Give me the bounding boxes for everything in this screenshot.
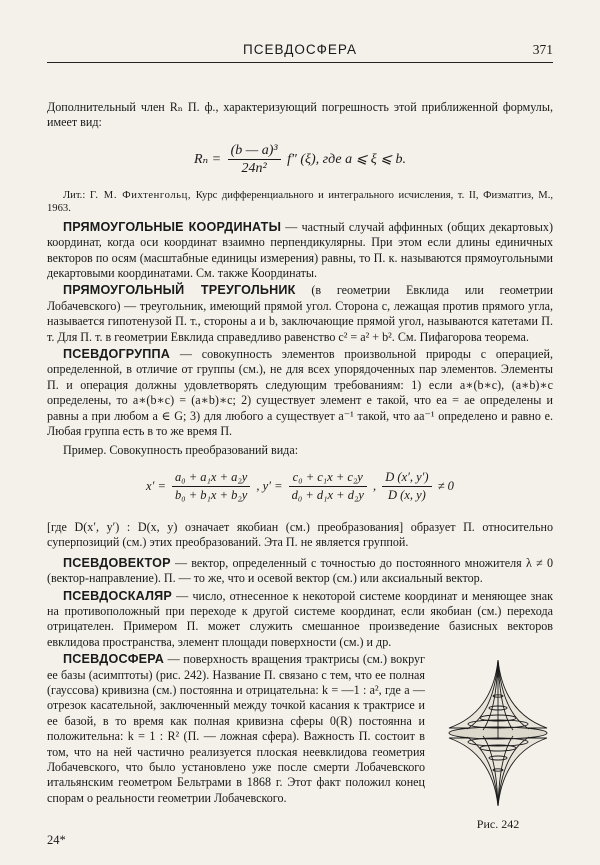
- formula-jacobian-denominator: D (x, y): [388, 488, 426, 503]
- entry-term: ПСЕВДОСКАЛЯР: [63, 588, 172, 603]
- entry-pseudoscalar: [47, 589, 553, 651]
- entry-rect-coords: [47, 220, 553, 282]
- transformation-formula: [47, 466, 553, 512]
- literature-label: Лит.:: [63, 189, 86, 201]
- entry-term: ПРЯМОУГОЛЬНЫЕ КООРДИНАТЫ: [63, 219, 282, 234]
- entry-right-triangle: [47, 283, 553, 345]
- formula-lhs: Rₙ =: [193, 151, 222, 167]
- formula-y-fraction: [289, 470, 367, 504]
- entry-term: ПРЯМОУГОЛЬНЫЙ ТРЕУГОЛЬНИК: [63, 283, 296, 298]
- figure-242: [443, 658, 553, 832]
- formula-fraction: [228, 143, 281, 177]
- entry-term: ПСЕВДОСФЕРА: [63, 652, 165, 667]
- figure-caption: Рис. 242: [476, 816, 520, 831]
- entry-term: ПСЕВДОГРУППА: [63, 347, 171, 362]
- literature-author: Г. М. Фихтенгольц,: [89, 189, 192, 201]
- formula-x-lhs: x′ =: [146, 478, 166, 493]
- formula-numerator: (b — a)³: [228, 143, 281, 160]
- entry-text: — вектор, определенный с точностью до постоянного множителя λ ≠ 0 (вектор-направление). П. — то же, что и осевой вектор (см.) или аксиальный вектор.: [47, 555, 553, 586]
- formula-not-equal: ≠ 0: [437, 478, 454, 493]
- formula-y-numerator: c₀ + c₁x + c₂y: [289, 470, 367, 487]
- header-title: ПСЕВДОСФЕРА: [243, 42, 357, 57]
- literature-text: Курс дифференциального и интегрального исчисления, т. II, Физматгиз, М., 1963.: [47, 189, 553, 214]
- signature-mark: 24*: [47, 833, 66, 847]
- entry-text: — поверхность вращения трактрисы (см.) вокруг ее базы (асимптоты) (рис. 242). Название П. связано с тем, что ее полная (гауссова) кривизна (см.) постоянна и отрицательна: k = —1 : a², где a — отрезок касательной, заключенный между точкой касания к трактрисе и ее базой, в то время как полная кривизна сферы 0(R) постоянна и положительна: k = 1 : R² (П. — ложная сфера). Важность П. состоит в том, что на ней частично реализуется плоская неевклидова геометрия Лобачевского, что было установлено уже после смерти Лобачевского итальянским геометром Бельтрами в 1868 г. Этот факт положил конец спорам о реальности геометрии Лобачевского.: [47, 652, 425, 805]
- formula-x-numerator: a₀ + a₁x + a₂y: [172, 470, 250, 487]
- remainder-formula: [47, 137, 553, 181]
- page-number: 371: [532, 42, 553, 57]
- running-header: [47, 40, 553, 63]
- formula-separator: ,: [373, 478, 380, 493]
- entry-text: — совокупность элементов произвольной природы с операцией, определенной, в отличие от группы (см.), не для всех упорядоченных пар элементов. Элементы П. и операция должны удовлетворять следующим требованиям: 1) если a∗(b∗c), (a∗b)∗c определены, то a∗(b∗c) = (a∗b)∗c; 2) существует элемент e такой, что ea = ae определены и равны a при любом a ∈ G; 3) для любого a существует a⁻¹ такой, что aa⁻¹ определено и равно e. Любая группа есть в то же время П.: [47, 347, 553, 439]
- entry-term: ПСЕВДОВЕКТОР: [63, 555, 171, 570]
- page-body: [47, 100, 553, 831]
- formula-jacobian-numerator: D (x′, y′): [382, 470, 431, 487]
- intro-paragraph: Дополнительный член Rₙ П. ф., характеризующий погрешность этой приближенной формулы, имеет вид:: [47, 100, 553, 130]
- formula-x-fraction: [172, 470, 250, 504]
- entry-text: — число, отнесенное к некоторой системе координат и меняющее знак на противоположный при переходе к другой системе координат, если якобиан (см.) перехода отрицателен. Примером П. может служить смешанное произведение базисных векторов евклидова пространства, элемент площади поверхности (см.) и др.: [47, 588, 553, 649]
- formula-rhs: f″ (ξ), где a ⩽ ξ ⩽ b.: [287, 151, 407, 167]
- entry-text: — частный случай аффинных (общих декартовых) координат, когда оси координат взаимно перпендикулярны. При этом если длины единичных векторов по осям (масштабные единицы измерения) равны, то П. к. называются прямоугольными декартовыми координатами. См. также Координаты.: [47, 219, 553, 281]
- formula-jacobian-fraction: [382, 470, 431, 504]
- literature-reference: [47, 189, 553, 215]
- entry-pseudovector: [47, 556, 553, 587]
- formula-x-denominator: b₀ + b₁x + b₂y: [175, 488, 248, 503]
- formula-y-denominator: d₀ + d₁x + d₂y: [291, 488, 364, 503]
- formula-denominator: 24n²: [241, 161, 267, 177]
- after-formula-text: [где D(x′, y′) : D(x, y) означает якобиан (см.) преобразования] образует П. относительно суперпозиций (см.) этих преобразований. Эта П. не является группой.: [47, 519, 553, 550]
- entry-text: (в геометрии Евклида или геометрии Лобачевского) — треугольник, имеющий прямой угол. Сторона c, лежащая против прямого угла, называется гипотенузой П. т., стороны a и b, заключающие прямой угол, называются катетами П. т. Для П. т. в геометрии Евклида справедливо равенство c² = a² + b². См. Пифагорова теорема.: [47, 283, 553, 344]
- pseudosphere-figure: [443, 658, 553, 808]
- entry-pseudosphere: [47, 652, 553, 831]
- example-line: Пример. Совокупность преобразований вида:: [63, 442, 299, 457]
- formula-y-lhs: , y′ =: [256, 478, 283, 493]
- entry-pseudogroup: [47, 347, 553, 551]
